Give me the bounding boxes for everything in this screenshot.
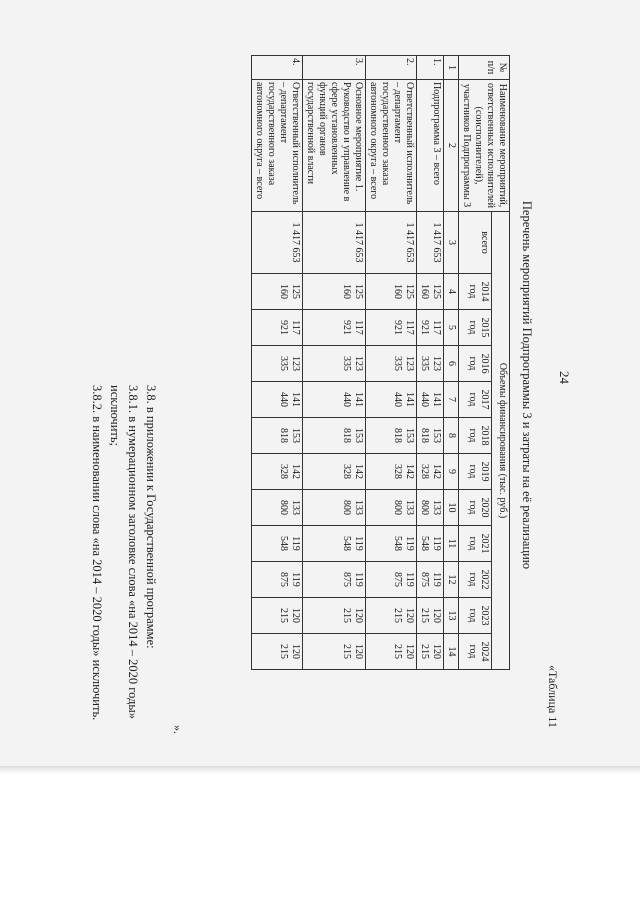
row-value: 133 800	[252, 490, 303, 526]
header-no: № п/п	[459, 56, 510, 80]
column-number: 10	[444, 490, 459, 526]
header-year: 2017 год	[459, 382, 492, 418]
row-value: 117 921	[366, 310, 417, 346]
table-row	[252, 56, 303, 670]
column-number: 7	[444, 382, 459, 418]
row-value: 119 875	[366, 562, 417, 598]
row-total: 1 417 653	[366, 212, 417, 274]
row-total: 1 417 653	[252, 212, 303, 274]
row-value: 120 215	[417, 634, 444, 670]
note-line: 3.8. в приложении к Государственной программе:	[144, 385, 158, 649]
row-value: 141 440	[366, 382, 417, 418]
row-value: 153 818	[417, 418, 444, 454]
header-year: 2024 год	[459, 634, 492, 670]
row-total: 1 417 653	[417, 212, 444, 274]
table-row	[366, 56, 417, 670]
column-number: 12	[444, 562, 459, 598]
header-year: 2019 год	[459, 454, 492, 490]
row-value: 120 215	[366, 598, 417, 634]
funding-table	[251, 55, 510, 670]
row-value: 125 160	[366, 274, 417, 310]
row-total: 1 417 653	[303, 212, 366, 274]
row-name: Ответственный исполнитель – департамент государственного заказа автономного округа – всего	[366, 80, 417, 212]
table-label: «Таблица 11	[546, 665, 560, 728]
header-year: 2014 год	[459, 274, 492, 310]
page-edge-shadow	[0, 766, 640, 774]
row-value: 142 328	[366, 454, 417, 490]
header-year: 2021 год	[459, 526, 492, 562]
row-value: 119 548	[417, 526, 444, 562]
row-value: 119 875	[252, 562, 303, 598]
closing-quote: ».	[171, 725, 185, 734]
column-number: 6	[444, 346, 459, 382]
rotated-document	[40, 25, 600, 745]
row-value: 133 800	[303, 490, 366, 526]
row-value: 141 440	[303, 382, 366, 418]
row-name: Подпрограмма 3 – всего	[417, 80, 444, 212]
row-value: 125 160	[417, 274, 444, 310]
column-number: 11	[444, 526, 459, 562]
header-year: 2018 год	[459, 418, 492, 454]
row-value: 123 335	[252, 346, 303, 382]
row-value: 142 328	[252, 454, 303, 490]
header-row	[491, 56, 509, 670]
row-no: 2.	[366, 56, 417, 80]
row-value: 125 160	[303, 274, 366, 310]
page-number: 24	[557, 371, 572, 384]
row-value: 120 215	[366, 634, 417, 670]
row-value: 133 800	[366, 490, 417, 526]
row-value: 119 548	[366, 526, 417, 562]
row-value: 119 875	[303, 562, 366, 598]
row-value: 141 440	[252, 382, 303, 418]
header-total: всего	[459, 212, 492, 274]
header-name: Наименование мероприятий, ответственных исполнителей (соисполнителей), участников Подпрограммы 3	[459, 80, 510, 212]
row-value: 142 328	[417, 454, 444, 490]
row-value: 123 335	[417, 346, 444, 382]
column-number: 4	[444, 274, 459, 310]
header-year: 2022 год	[459, 562, 492, 598]
row-value: 117 921	[252, 310, 303, 346]
note-line: 3.8.1. в нумерационном заголовке слова «на 2014 – 2020 годы» исключить;	[107, 385, 140, 719]
row-name: Основное мероприятие 1. Руководство и управление в сфере установленных функций органов государственной власти	[303, 80, 366, 212]
row-name: Ответственный исполнитель – департамент государственного заказа автономного округа – всего	[252, 80, 303, 212]
row-value: 117 921	[417, 310, 444, 346]
column-number: 5	[444, 310, 459, 346]
row-value: 133 800	[417, 490, 444, 526]
row-value: 153 818	[303, 418, 366, 454]
row-value: 120 215	[303, 634, 366, 670]
table-caption: Перечень мероприятий Подпрограммы 3 и затраты на её реализацию	[520, 200, 534, 570]
column-number: 8	[444, 418, 459, 454]
row-value: 153 818	[366, 418, 417, 454]
row-value: 120 215	[252, 598, 303, 634]
row-value: 141 440	[417, 382, 444, 418]
table-row	[303, 56, 366, 670]
row-value: 119 875	[417, 562, 444, 598]
column-number: 2	[444, 80, 459, 212]
header-year: 2016 год	[459, 346, 492, 382]
row-value: 120 215	[303, 598, 366, 634]
row-value: 119 548	[252, 526, 303, 562]
row-no: 4.	[252, 56, 303, 80]
amendment-notes	[88, 385, 161, 745]
header-year: 2015 год	[459, 310, 492, 346]
row-value: 153 818	[252, 418, 303, 454]
column-number: 13	[444, 598, 459, 634]
row-value: 120 215	[417, 598, 444, 634]
column-number: 9	[444, 454, 459, 490]
header-year: 2023 год	[459, 598, 492, 634]
row-value: 142 328	[303, 454, 366, 490]
row-value: 120 215	[252, 634, 303, 670]
row-value: 123 335	[303, 346, 366, 382]
row-value: 117 921	[303, 310, 366, 346]
column-number-row	[444, 56, 459, 670]
header-funding: Объемы финансирования (тыс. руб.)	[491, 212, 509, 670]
row-no: 3.	[303, 56, 366, 80]
row-value: 123 335	[366, 346, 417, 382]
note-line: 3.8.2. в наименовании слова «на 2014 – 2020 годы» исключить.	[89, 385, 104, 721]
column-number: 1	[444, 56, 459, 80]
row-value: 125 160	[252, 274, 303, 310]
row-value: 119 548	[303, 526, 366, 562]
column-number: 14	[444, 634, 459, 670]
column-number: 3	[444, 212, 459, 274]
table-row	[417, 56, 444, 670]
header-year: 2020 год	[459, 490, 492, 526]
row-no: 1.	[417, 56, 444, 80]
